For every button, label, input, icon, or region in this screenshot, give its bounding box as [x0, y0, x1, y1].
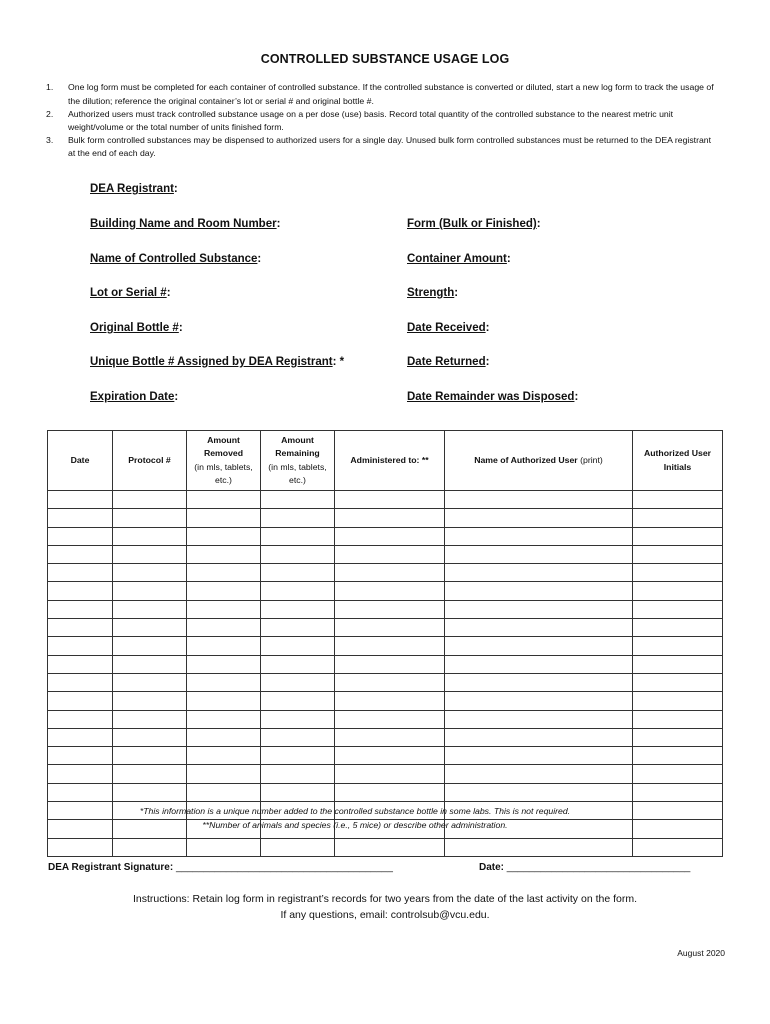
signature-line[interactable] [48, 862, 393, 873]
table-cell[interactable] [335, 619, 445, 637]
table-cell[interactable] [187, 747, 261, 765]
instruction-item [46, 80, 716, 108]
signature-date-label: Date: [479, 862, 505, 873]
unique-bottle-footnote-mark: * [339, 356, 345, 368]
table-cell[interactable] [261, 545, 335, 563]
table-cell[interactable] [261, 564, 335, 582]
table-cell[interactable] [445, 600, 633, 618]
date-disposed-field[interactable]: Date Remainder was Disposed: [407, 391, 579, 403]
table-cell[interactable] [187, 692, 261, 710]
date-received-label: Date Received [407, 322, 486, 334]
date-received-field[interactable]: Date Received: [407, 322, 490, 334]
table-cell[interactable] [48, 509, 113, 527]
table-cell[interactable] [113, 619, 187, 637]
table-row [48, 655, 723, 673]
table-cell[interactable] [335, 783, 445, 801]
table-row [48, 728, 723, 746]
strength-label: Strength [407, 287, 455, 299]
contact-email: If any questions, email: controlsub@vcu.edu. [280, 909, 490, 921]
table-cell[interactable] [113, 582, 187, 600]
table-cell[interactable] [633, 509, 723, 527]
table-header-row [48, 431, 723, 491]
table-cell[interactable] [187, 728, 261, 746]
table-cell[interactable] [445, 564, 633, 582]
table-cell[interactable] [187, 673, 261, 691]
usage-log-table [47, 430, 723, 857]
instruction-item [46, 108, 716, 134]
table-cell[interactable] [445, 838, 633, 856]
dea-registrant-label: DEA Registrant [90, 183, 174, 195]
table-cell[interactable] [48, 783, 113, 801]
table-cell[interactable] [633, 728, 723, 746]
table-cell[interactable] [187, 637, 261, 655]
table-cell[interactable] [335, 527, 445, 545]
table-cell[interactable] [633, 582, 723, 600]
unique-bottle-field[interactable]: Unique Bottle # Assigned by DEA Registrant: * [90, 356, 345, 368]
lot-serial-label: Lot or Serial # [90, 287, 167, 299]
table-cell[interactable] [187, 655, 261, 673]
table-cell[interactable] [113, 527, 187, 545]
header-protocol: Protocol # [113, 431, 187, 491]
table-cell[interactable] [48, 527, 113, 545]
substance-name-field[interactable]: Name of Controlled Substance: [90, 253, 262, 265]
table-cell[interactable] [335, 655, 445, 673]
table-cell[interactable] [445, 673, 633, 691]
table-cell[interactable] [335, 545, 445, 563]
date-returned-field[interactable]: Date Returned: [407, 356, 490, 368]
date-returned-label: Date Returned [407, 356, 486, 368]
header-authorized-user-name: Name of Authorized User (print) [445, 431, 633, 491]
signature-date-line[interactable] [479, 862, 690, 873]
table-row [48, 509, 723, 527]
table-cell[interactable] [261, 619, 335, 637]
table-cell[interactable] [633, 692, 723, 710]
table-row [48, 673, 723, 691]
table-cell[interactable] [445, 491, 633, 509]
dea-registrant-field[interactable]: DEA Registrant: [90, 183, 178, 195]
table-cell[interactable] [261, 637, 335, 655]
table-row [48, 491, 723, 509]
table-row [48, 710, 723, 728]
instruction-number: 1. [46, 82, 54, 92]
table-cell[interactable] [48, 491, 113, 509]
substance-name-label: Name of Controlled Substance [90, 253, 258, 265]
table-cell[interactable] [445, 747, 633, 765]
table-cell[interactable] [335, 600, 445, 618]
table-cell[interactable] [335, 838, 445, 856]
table-cell[interactable] [633, 527, 723, 545]
table-cell[interactable] [187, 527, 261, 545]
table-cell[interactable] [187, 838, 261, 856]
table-cell[interactable] [48, 619, 113, 637]
table-cell[interactable] [445, 655, 633, 673]
header-administered-to: Administered to: ** [335, 431, 445, 491]
table-cell[interactable] [113, 765, 187, 783]
form-type-field[interactable]: Form (Bulk or Finished): [407, 218, 541, 230]
instruction-text: Bulk form controlled substances may be dispensed to authorized users for a single day. Unused bulk form controlled substances must be returned to the DEA registrant at the end of each day. [68, 135, 712, 158]
header-amount-remaining: Amount Remaining (in mls, tablets, etc.) [261, 431, 335, 491]
table-cell[interactable] [445, 765, 633, 783]
table-cell[interactable] [335, 509, 445, 527]
table-cell[interactable] [261, 527, 335, 545]
table-cell[interactable] [113, 747, 187, 765]
table-row [48, 692, 723, 710]
original-bottle-field[interactable]: Original Bottle #: [90, 322, 183, 334]
table-cell[interactable] [335, 637, 445, 655]
table-cell[interactable] [633, 600, 723, 618]
table-row [48, 783, 723, 801]
instruction-text: Authorized users must track controlled substance usage on a per dose (use) basis. Record total quantity of the controlled substance to the nearest metric unit weight/volume or the total number of units finished form. [68, 109, 674, 132]
table-cell[interactable] [335, 564, 445, 582]
table-cell[interactable] [113, 692, 187, 710]
table-cell[interactable] [633, 838, 723, 856]
table-body [48, 491, 723, 857]
table-cell[interactable] [633, 637, 723, 655]
table-cell[interactable] [335, 728, 445, 746]
table-cell[interactable] [633, 747, 723, 765]
table-cell[interactable] [335, 765, 445, 783]
table-cell[interactable] [48, 673, 113, 691]
table-cell[interactable] [113, 655, 187, 673]
instruction-item [46, 134, 716, 160]
table-cell[interactable] [113, 710, 187, 728]
table-cell[interactable] [187, 491, 261, 509]
building-room-label: Building Name and Room Number [90, 218, 277, 230]
table-cell[interactable] [445, 728, 633, 746]
table-cell[interactable] [445, 637, 633, 655]
table-cell[interactable] [335, 747, 445, 765]
table-cell[interactable] [445, 527, 633, 545]
table-cell[interactable] [633, 673, 723, 691]
container-amount-field[interactable]: Container Amount: [407, 253, 511, 265]
table-cell[interactable] [113, 564, 187, 582]
form-type-label: Form (Bulk or Finished) [407, 218, 537, 230]
header-date: Date [48, 431, 113, 491]
table-cell[interactable] [113, 509, 187, 527]
table-cell[interactable] [633, 783, 723, 801]
table-cell[interactable] [48, 728, 113, 746]
table-cell[interactable] [113, 491, 187, 509]
table-cell[interactable] [633, 765, 723, 783]
strength-field[interactable]: Strength: [407, 287, 459, 299]
instruction-number: 2. [46, 109, 54, 119]
expiration-date-field[interactable]: Expiration Date: [90, 391, 179, 403]
instruction-text: One log form must be completed for each container of controlled substance. If the controlled substance is converted or diluted, start a new log form to track the usage of the dilution; reference the original container’s lot or serial # and original bottle #. [68, 82, 714, 106]
unique-bottle-label: Unique Bottle # Assigned by DEA Registrant [90, 356, 333, 368]
table-cell[interactable] [335, 710, 445, 728]
table-cell[interactable] [445, 582, 633, 600]
table-cell[interactable] [335, 692, 445, 710]
table-cell[interactable] [335, 582, 445, 600]
table-cell[interactable] [113, 838, 187, 856]
table-cell[interactable] [633, 710, 723, 728]
table-row [48, 545, 723, 563]
footnote-unique-bottle: *This information is a unique number added to the controlled substance bottle in some labs. This is not required. [139, 806, 571, 816]
table-cell[interactable] [261, 673, 335, 691]
table-cell[interactable] [445, 692, 633, 710]
table-row [48, 637, 723, 655]
table-row [48, 527, 723, 545]
date-disposed-label: Date Remainder was Disposed [407, 391, 575, 403]
table-cell[interactable] [187, 710, 261, 728]
table-row [48, 765, 723, 783]
table-row [48, 838, 723, 856]
table-cell[interactable] [261, 747, 335, 765]
table-cell[interactable] [633, 491, 723, 509]
table-cell[interactable] [48, 838, 113, 856]
table-cell[interactable] [113, 673, 187, 691]
table-cell[interactable] [261, 765, 335, 783]
table-cell[interactable] [633, 619, 723, 637]
table-cell[interactable] [48, 655, 113, 673]
table-cell[interactable] [261, 509, 335, 527]
table-cell[interactable] [187, 600, 261, 618]
container-amount-label: Container Amount [407, 253, 507, 265]
table-cell[interactable] [48, 564, 113, 582]
signature-blank: _______________________________________ [175, 862, 393, 873]
table-cell[interactable] [187, 783, 261, 801]
signature-label: DEA Registrant Signature: [48, 862, 174, 873]
table-cell[interactable] [113, 545, 187, 563]
table-row [48, 619, 723, 637]
table-cell[interactable] [113, 600, 187, 618]
table-cell[interactable] [187, 619, 261, 637]
instruction-number: 3. [46, 135, 54, 145]
table-row [48, 582, 723, 600]
table-cell[interactable] [445, 509, 633, 527]
header-amount-removed: Amount Removed (in mls, tablets, etc.) [187, 431, 261, 491]
table-cell[interactable] [633, 564, 723, 582]
table-cell[interactable] [261, 710, 335, 728]
original-bottle-label: Original Bottle # [90, 322, 179, 334]
table-cell[interactable] [48, 545, 113, 563]
footnote-administered: **Number of animals and species (i.e., 5 mice) or describe other administration. [202, 820, 508, 830]
instructions-list [46, 80, 716, 160]
table-cell[interactable] [261, 728, 335, 746]
table-cell[interactable] [261, 655, 335, 673]
table-cell[interactable] [187, 564, 261, 582]
expiration-date-label: Expiration Date [90, 391, 175, 403]
table-cell[interactable] [187, 545, 261, 563]
table-cell[interactable] [187, 509, 261, 527]
table-cell[interactable] [261, 783, 335, 801]
document-title: CONTROLLED SUBSTANCE USAGE LOG [260, 52, 510, 66]
table-cell[interactable] [445, 783, 633, 801]
header-authorized-initials: Authorized User Initials [633, 431, 723, 491]
table-cell[interactable] [48, 582, 113, 600]
table-cell[interactable] [335, 673, 445, 691]
table-cell[interactable] [261, 600, 335, 618]
table-cell[interactable] [48, 600, 113, 618]
revision-date: August 2020 [677, 948, 725, 958]
signature-date-blank: _________________________________ [506, 862, 691, 873]
table-cell[interactable] [445, 545, 633, 563]
table-cell[interactable] [445, 710, 633, 728]
table-cell[interactable] [48, 710, 113, 728]
table-cell[interactable] [633, 545, 723, 563]
table-cell[interactable] [48, 747, 113, 765]
retention-instruction: Instructions: Retain log form in registrant’s records for two years from the date of the last activity on the form. [132, 893, 638, 905]
table-cell[interactable] [261, 838, 335, 856]
table-cell[interactable] [187, 765, 261, 783]
table-cell[interactable] [261, 582, 335, 600]
table-cell[interactable] [445, 619, 633, 637]
table-cell[interactable] [113, 783, 187, 801]
table-cell[interactable] [261, 491, 335, 509]
table-row [48, 747, 723, 765]
table-cell[interactable] [113, 728, 187, 746]
table-cell[interactable] [48, 692, 113, 710]
building-room-field[interactable]: Building Name and Room Number: [90, 218, 281, 230]
table-cell[interactable] [261, 692, 335, 710]
table-row [48, 564, 723, 582]
table-row [48, 600, 723, 618]
lot-serial-field[interactable]: Lot or Serial #: [90, 287, 171, 299]
table-cell[interactable] [335, 491, 445, 509]
table-cell[interactable] [187, 582, 261, 600]
table-cell[interactable] [48, 765, 113, 783]
table-cell[interactable] [633, 655, 723, 673]
table-cell[interactable] [48, 637, 113, 655]
table-cell[interactable] [113, 637, 187, 655]
